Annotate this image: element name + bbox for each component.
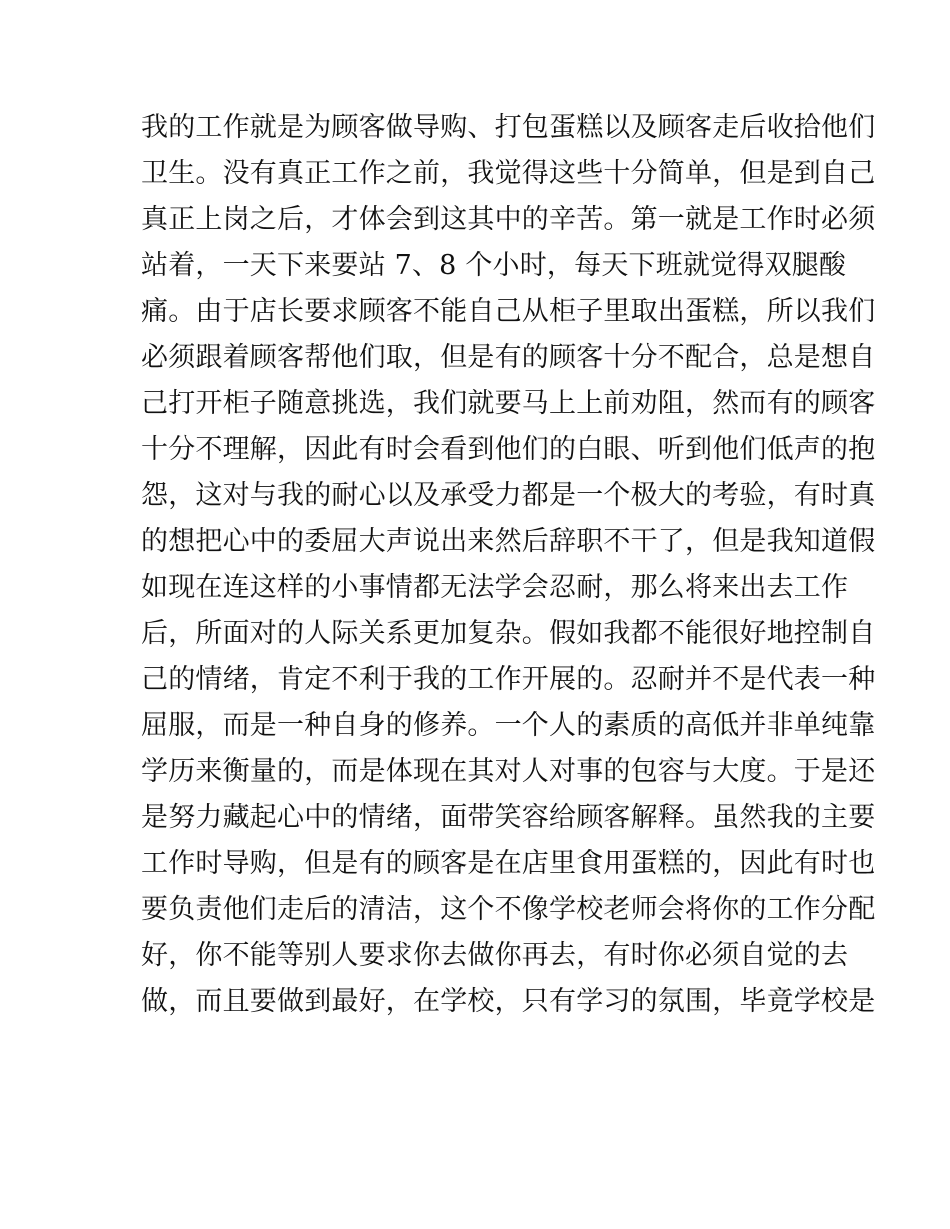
text-line: 我的工作就是为顾客做导购、打包蛋糕以及顾客走后收拾他们 [141,112,876,143]
text-line: 怨，这对与我的耐心以及承受力都是一个极大的考验，有时真 [141,480,876,511]
text-line: 己打开柜子随意挑选，我们就要马上上前劝阻，然而有的顾客 [141,388,876,419]
text-line: 好，你不能等别人要求你去做你再去，有时你必须自觉的去 [141,940,849,971]
text-line: 站着，一天下来要站 7、8 个小时，每天下班就觉得双腿酸 [141,250,847,281]
text-line: 必须跟着顾客帮他们取，但是有的顾客十分不配合，总是想自 [141,342,876,373]
text-line: 学历来衡量的，而是体现在其对人对事的包容与大度。于是还 [141,756,876,787]
body-paragraph [141,105,876,1025]
text-line: 十分不理解，因此有时会看到他们的白眼、听到他们低声的抱 [141,434,876,465]
text-line: 后，所面对的人际关系更加复杂。假如我都不能很好地控制自 [141,618,876,649]
text-line: 的想把心中的委屈大声说出来然后辞职不干了，但是我知道假 [141,526,876,557]
text-line: 屈服，而是一种自身的修养。一个人的素质的高低并非单纯靠 [141,710,876,741]
text-line: 工作时导购，但是有的顾客是在店里食用蛋糕的，因此有时也 [141,848,876,879]
text-line: 是努力藏起心中的情绪，面带笑容给顾客解释。虽然我的主要 [141,802,876,833]
text-line: 要负责他们走后的清洁，这个不像学校老师会将你的工作分配 [141,894,876,925]
text-line: 真正上岗之后，才体会到这其中的辛苦。第一就是工作时必须 [141,204,876,235]
text-line: 己的情绪，肯定不利于我的工作开展的。忍耐并不是代表一种 [141,664,876,695]
text-line: 卫生。没有真正工作之前，我觉得这些十分简单，但是到自己 [141,158,876,189]
text-line: 如现在连这样的小事情都无法学会忍耐，那么将来出去工作 [141,572,849,603]
text-line: 做，而且要做到最好，在学校，只有学习的氛围，毕竟学校是 [141,986,876,1017]
text-line: 痛。由于店长要求顾客不能自己从柜子里取出蛋糕，所以我们 [141,296,876,327]
